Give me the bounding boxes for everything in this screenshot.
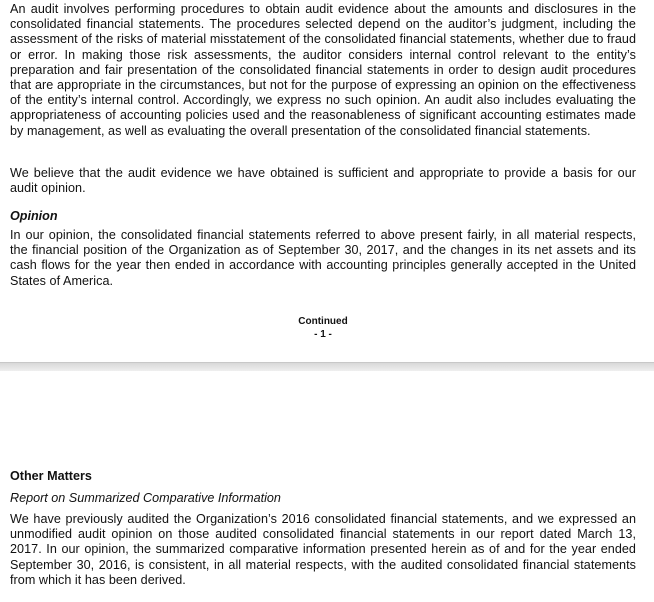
opinion-paragraph: In our opinion, the consolidated financial statements referred to above present fairly, in all material respects, the financial position of the Organization as of September 30, 2017, and the changes in its net assets and its cash flows for the year then ended in accordance with accounting principles generally accepted in the United States of America.	[10, 228, 636, 288]
footer-page-number: - 1 -	[314, 329, 332, 340]
audit-procedures-paragraph: An audit involves performing procedures to obtain audit evidence about the amounts and disclosures in the consolidated financial statements. The procedures selected depend on the auditor’s judgment, including the assessment of the risks of material misstatement of the consolidated financial statements, whether due to fraud or error. In making those risk assessments, the auditor considers internal control relevant to the entity’s preparation and fair presentation of the consolidated financial statements in order to design audit procedures that are appropriate in the circumstances, but not for the purpose of expressing an opinion on the effectiveness of the entity’s internal control. Accordingly, we express no such opinion. An audit also includes evaluating the appropriateness of accounting policies used and the reasonableness of significant accounting estimates made by management, as well as evaluating the overall presentation of the consolidated financial statements.	[10, 2, 636, 138]
other-matters-heading: Other Matters	[10, 469, 92, 483]
summarized-comparative-paragraph: We have previously audited the Organization’s 2016 consolidated financial statements, and we expressed an unmodified audit opinion on those audited consolidated financial statements in our report dated March 13, 2017. In our opinion, the summarized comparative information presented herein as of and for the year ended September 30, 2016, is consistent, in all material respects, with the audited consolidated financial statements from which it has been derived.	[10, 512, 636, 587]
opinion-heading: Opinion	[10, 209, 58, 223]
footer-continued: Continued	[298, 316, 348, 327]
document-page-2	[0, 371, 654, 602]
audit-evidence-paragraph: We believe that the audit evidence we have obtained is sufficient and appropriate to provide a basis for our audit opinion.	[10, 166, 636, 196]
summarized-comparative-heading: Report on Summarized Comparative Information	[10, 491, 281, 505]
